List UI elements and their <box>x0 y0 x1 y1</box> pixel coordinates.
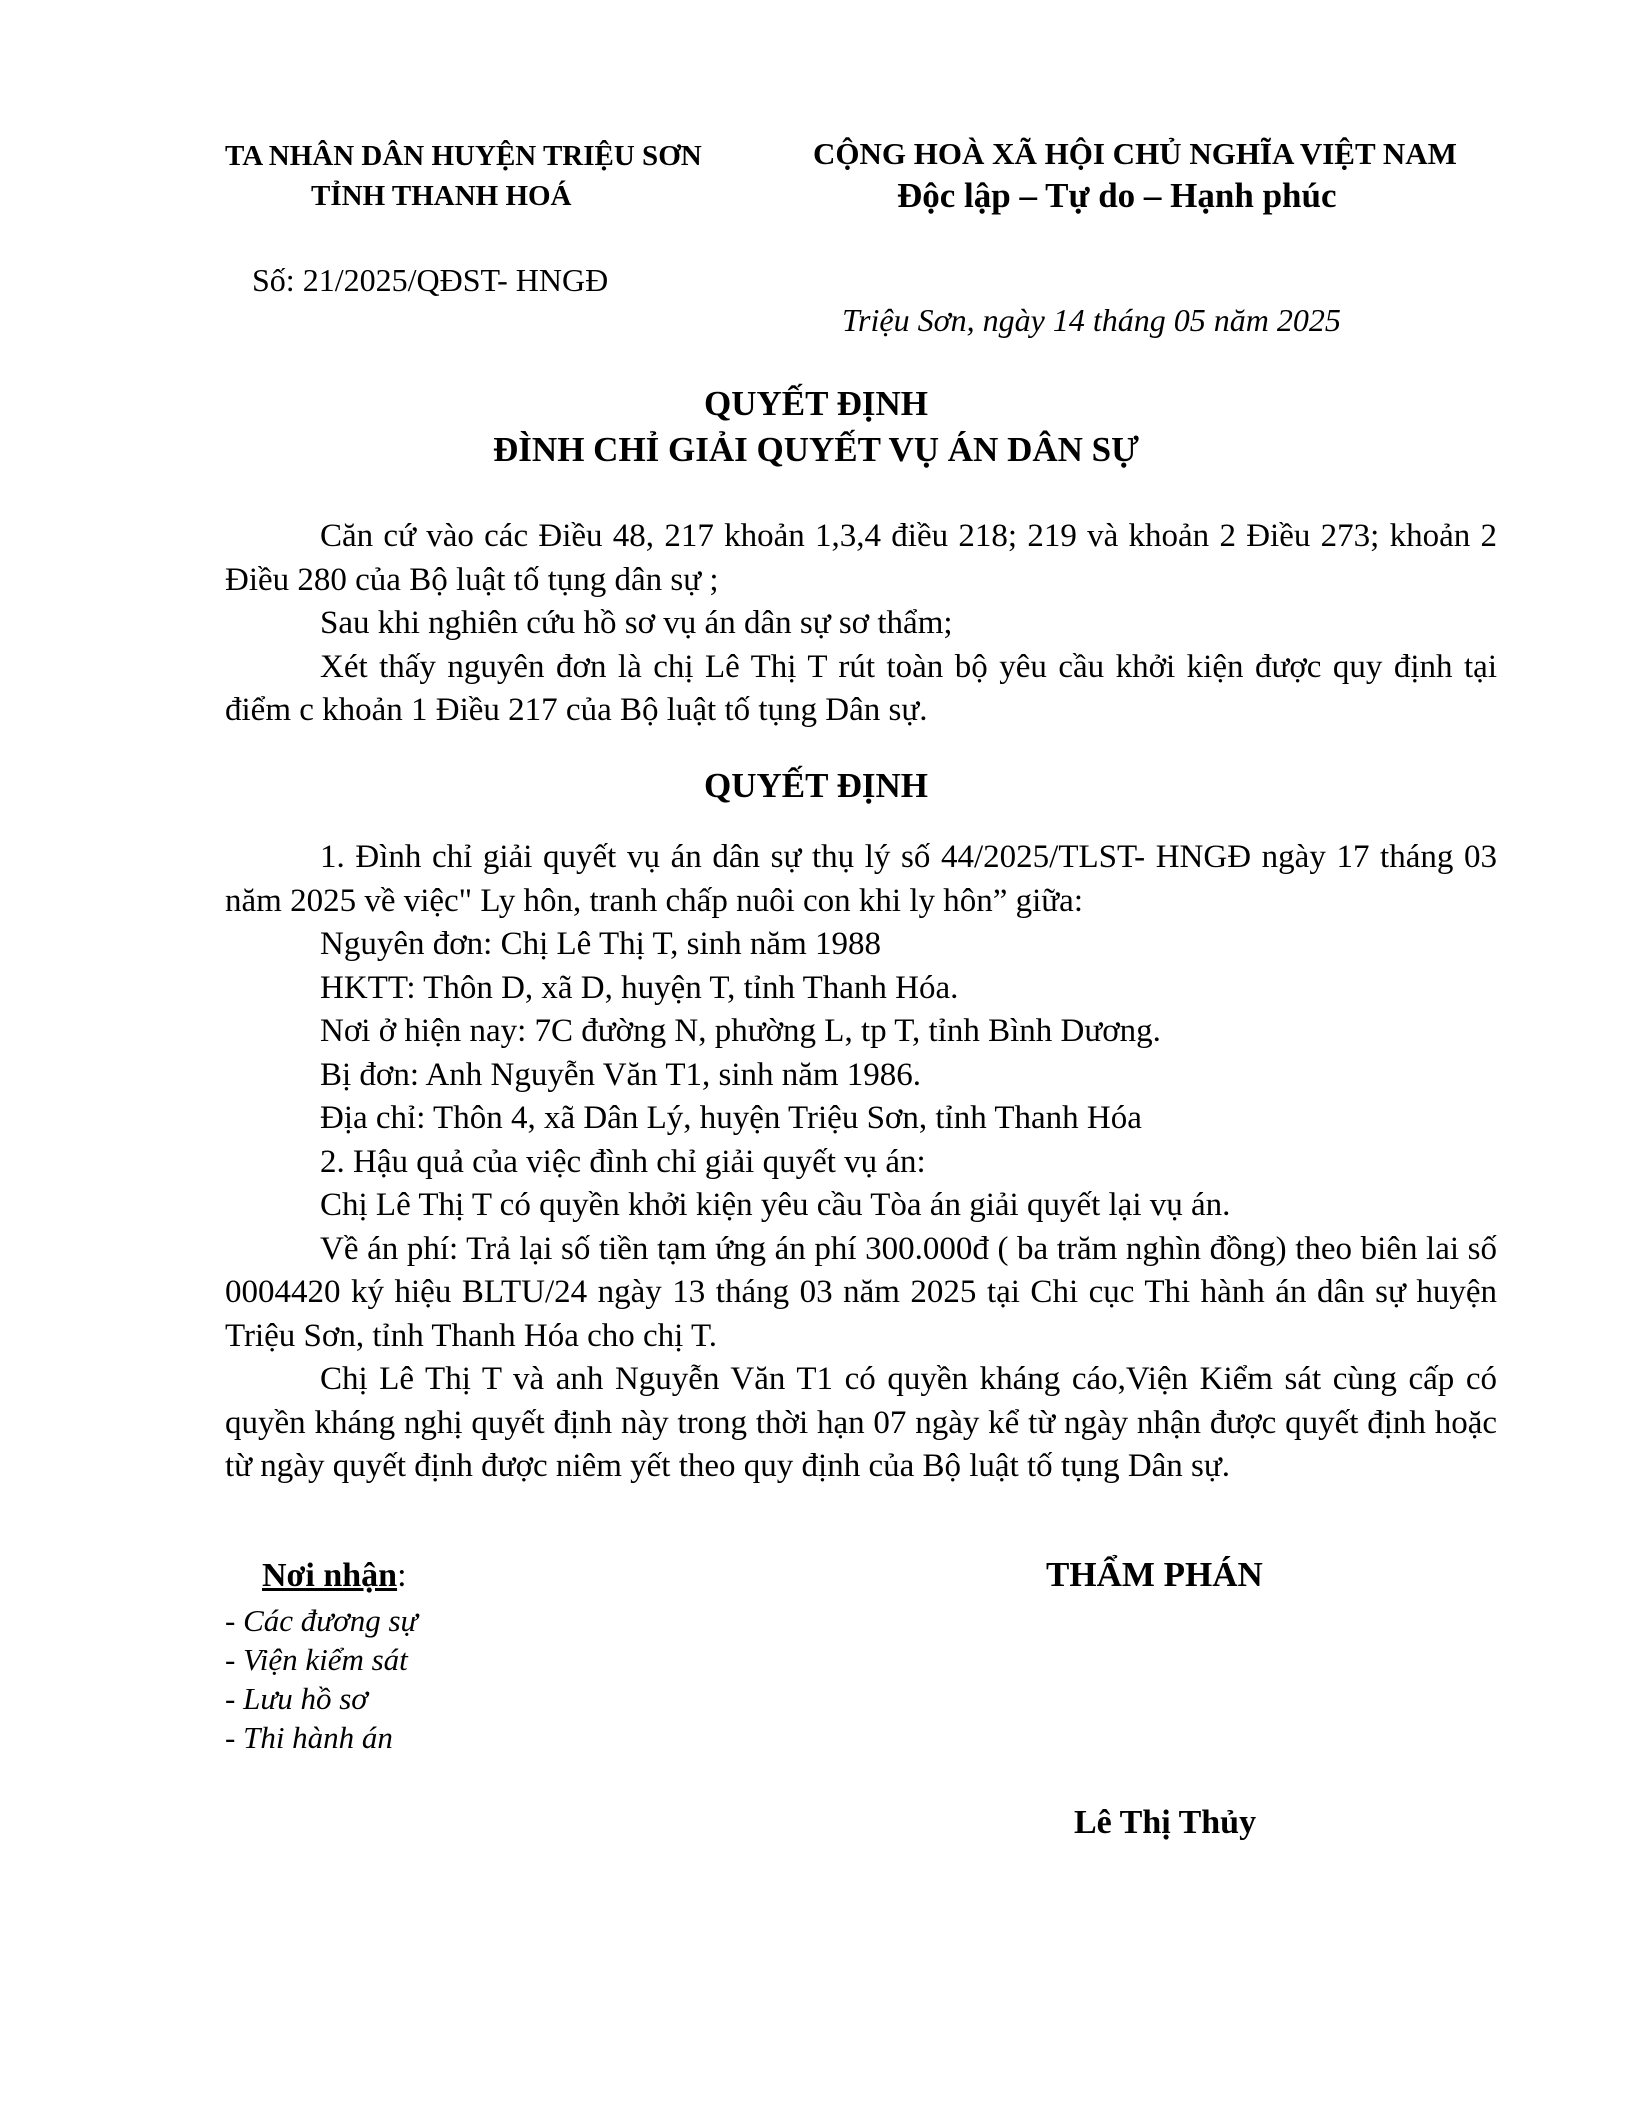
court-name-line-1: TA NHÂN DÂN HUYỆN TRIỆU SƠN <box>225 140 702 172</box>
recipient-item: - Các đương sự <box>225 1603 418 1638</box>
document-subtitle: ĐÌNH CHỈ GIẢI QUYẾT VỤ ÁN DÂN SỰ <box>493 430 1139 469</box>
court-fee-paragraph: Về án phí: Trả lại số tiền tạm ứng án phí 300.000đ ( ba trăm nghìn đồng) theo biên lai số 0004420 ký hiệu BLTU/24 ngày 13 tháng 03 năm 2025 tại Chi cục Thi hành án dân sự huyện Triệu Sơn, tỉnh Thanh Hóa cho chị T. <box>225 1230 1497 1354</box>
court-name-line-2: TỈNH THANH HOÁ <box>311 180 572 212</box>
decision-heading: QUYẾT ĐỊNH <box>704 766 928 805</box>
plaintiff-residence: HKTT: Thôn D, xã D, huyện T, tỉnh Thanh Hóa. <box>320 969 959 1006</box>
recipients-heading <box>262 1557 407 1595</box>
document-number: Số: 21/2025/QĐST- HNGĐ <box>252 262 609 298</box>
recipients-colon: : <box>397 1557 407 1594</box>
preamble-section <box>225 515 1497 733</box>
preamble-finding: Xét thấy nguyên đơn là chị Lê Thị T rút toàn bộ yêu cầu khởi kiện được quy định tại điểm c khoản 1 Điều 217 của Bộ luật tố tụng Dân sự. <box>225 648 1497 728</box>
preamble-review: Sau khi nghiên cứu hồ sơ vụ án dân sự sơ thẩm; <box>320 605 953 641</box>
appeal-rights-paragraph: Chị Lê Thị T và anh Nguyễn Văn T1 có quyền kháng cáo,Viện Kiểm sát cùng cấp có quyền kháng nghị quyết định này trong thời hạn 07 ngày kể từ ngày nhận được quyết định hoặc từ ngày quyết định được niêm yết theo quy định của Bộ luật tố tụng Dân sự. <box>225 1361 1497 1484</box>
decision-item-2: 2. Hậu quả của việc đình chỉ giải quyết vụ án: <box>320 1143 926 1180</box>
defendant-line: Bị đơn: Anh Nguyễn Văn T1, sinh năm 1986. <box>320 1056 922 1093</box>
recipient-item: - Thi hành án <box>225 1720 393 1755</box>
recipients-label: Nơi nhận <box>262 1557 398 1594</box>
national-motto: Độc lập – Tự do – Hạnh phúc <box>897 176 1337 215</box>
recipient-item: - Lưu hồ sơ <box>225 1681 368 1716</box>
document-title: QUYẾT ĐỊNH <box>704 384 928 423</box>
plaintiff-current-address: Nơi ở hiện nay: 7C đường N, phường L, tp T, tỉnh Bình Dương. <box>320 1013 1161 1049</box>
signer-title: THẨM PHÁN <box>1046 1555 1263 1594</box>
defendant-address: Địa chỉ: Thôn 4, xã Dân Lý, huyện Triệu Sơn, tỉnh Thanh Hóa <box>320 1100 1142 1136</box>
plaintiff-line: Nguyên đơn: Chị Lê Thị T, sinh năm 1988 <box>320 926 881 962</box>
consequence-line: Chị Lê Thị T có quyền khởi kiện yêu cầu Tòa án giải quyết lại vụ án. <box>320 1187 1231 1223</box>
decision-item-1: 1. Đình chỉ giải quyết vụ án dân sự thụ lý số 44/2025/TLST- HNGĐ ngày 17 tháng 03 năm 2025 về việc" Ly hôn, tranh chấp nuôi con khi ly hôn” giữa: <box>225 839 1497 919</box>
place-and-date: Triệu Sơn, ngày 14 tháng 05 năm 2025 <box>842 302 1341 338</box>
signer-name: Lê Thị Thủy <box>1074 1804 1257 1841</box>
national-title: CỘNG HOÀ XÃ HỘI CHỦ NGHĨA VIỆT NAM <box>813 136 1457 171</box>
decision-section <box>225 836 1497 1489</box>
recipient-item: - Viện kiểm sát <box>225 1642 408 1677</box>
preamble-legal-basis: Căn cứ vào các Điều 48, 217 khoản 1,3,4 điều 218; 219 và khoản 2 Điều 273; khoản 2 Điều 280 của Bộ luật tố tụng dân sự ; <box>225 518 1497 598</box>
